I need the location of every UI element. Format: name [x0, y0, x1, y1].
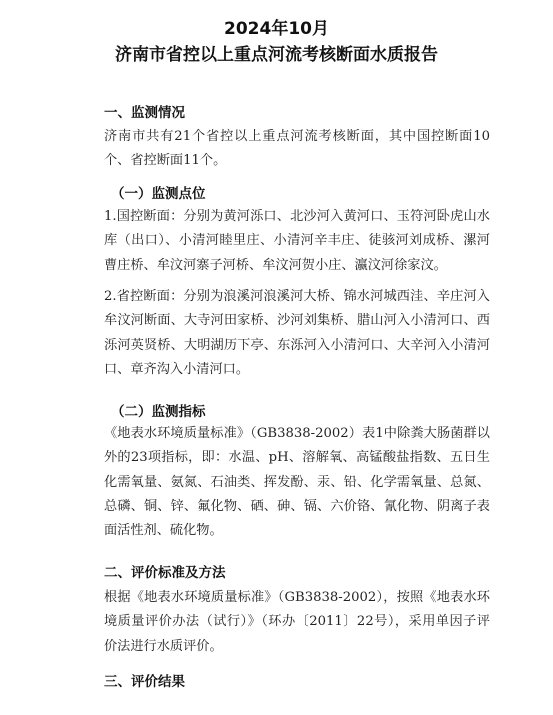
section-heading-evaluation-standard: 二、评价标准及方法: [104, 565, 226, 581]
monitoring-intro-paragraph: 济南市共有21个省控以上重点河流考核断面，其中国控断面10个、省控断面11个。: [104, 129, 490, 169]
evaluation-method-paragraph: 根据《地表水环境质量标准》（GB3838-2002），按照《地表水环境质量评价办法（试行）》（环办〔2011〕22号），采用单因子评价法进行水质评价。: [104, 590, 490, 654]
report-date-title: 2024年10月: [224, 19, 329, 39]
provincial-sections-paragraph: 2.省控断面：分别为浪溪河浪溪河大桥、锦水河城西洼、辛庄河入牟汶河断面、大寺河田家桥、沙河刘集桥、腊山河入小清河口、西泺河英贤桥、大明湖历下亭、东泺河入小清河口、大辛河入小清河口、章齐沟入小清河口。: [104, 289, 490, 377]
subsection-heading-monitoring-points: （一）监测点位: [111, 186, 206, 202]
indicators-paragraph: 《地表水环境质量标准》（GB3838-2002）表1中除粪大肠菌群以外的23项指标，即：水温、pH、溶解氧、高锰酸盐指数、五日生化需氧量、氨氮、石油类、挥发酚、汞、铅、化学需氧量、总氮、总磷、铜、锌、氟化物、硒、砷、镉、六价铬、氰化物、阴离子表面活性剂、硫化物。: [104, 426, 490, 539]
section-heading-monitoring: 一、监测情况: [104, 105, 185, 121]
national-sections-paragraph: 1.国控断面：分别为黄河泺口、北沙河入黄河口、玉符河卧虎山水库（出口）、小清河睦里庄、小清河辛丰庄、徒骇河刘成桥、漯河曹庄桥、牟汶河寨子河桥、牟汶河贺小庄、瀛汶河徐家汶。: [104, 209, 490, 273]
report-main-title: 济南市省控以上重点河流考核断面水质报告: [115, 45, 438, 65]
subsection-heading-monitoring-indicators: （二）监测指标: [111, 404, 206, 420]
section-heading-evaluation-results: 三、评价结果: [104, 674, 185, 690]
